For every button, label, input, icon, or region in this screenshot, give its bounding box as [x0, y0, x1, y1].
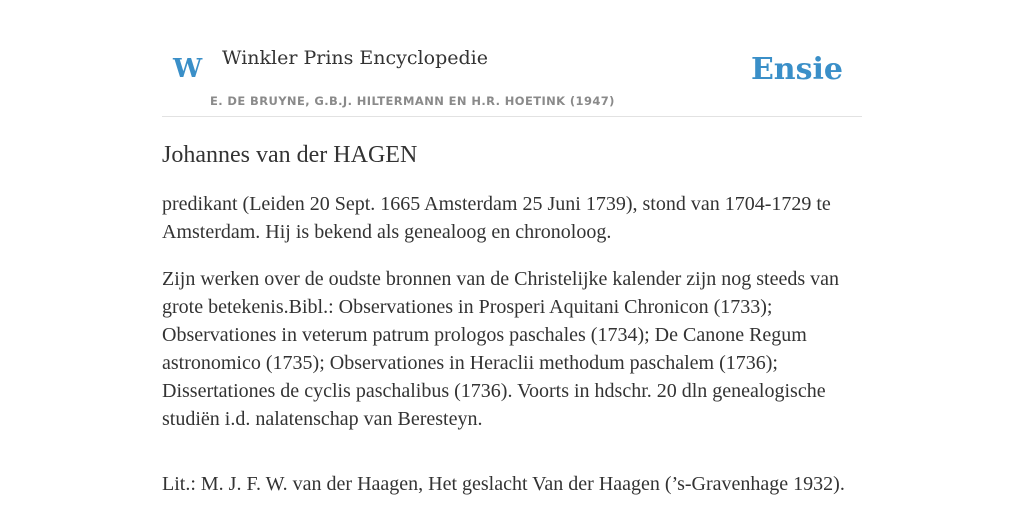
article: [162, 140, 862, 517]
encyclopedia-title[interactable]: Winkler Prins Encyclopedie: [222, 47, 488, 69]
article-title: Johannes van der HAGEN: [162, 142, 418, 168]
site-logo-icon[interactable]: W: [173, 54, 203, 84]
article-paragraph: predikant (Leiden 20 Sept. 1665 Amsterdam 25 Juni 1739), stond van 1704-1729 te Amsterdam. Hij is bekend als genealoog en chronoloog.: [162, 193, 831, 243]
authors-line: E. DE BRUYNE, G.B.J. HILTERMANN EN H.R. HOETINK (1947): [210, 94, 615, 108]
site-header: [162, 36, 862, 117]
article-paragraph: Zijn werken over de oudste bronnen van de Christelijke kalender zijn nog steeds van grote betekenis.Bibl.: Observationes in Prosperi Aquitani Chronicon (1733); Observationes in veterum patrum prologos paschales (1734); De Canone Regum astronomico (1735); Observationes in Heraclii methodum paschalem (1736); Dissertationes de cyclis paschalibus (1736). Voorts in hdschr. 20 dln genealogische studiën i.d. nalatenschap van Beresteyn.: [162, 268, 840, 430]
literature-paragraph: Lit.: M. J. F. W. van der Haagen, Het geslacht Van der Haagen (’s-Gravenhage 1932).: [162, 473, 845, 495]
brand-logo[interactable]: Ensie: [750, 52, 843, 87]
